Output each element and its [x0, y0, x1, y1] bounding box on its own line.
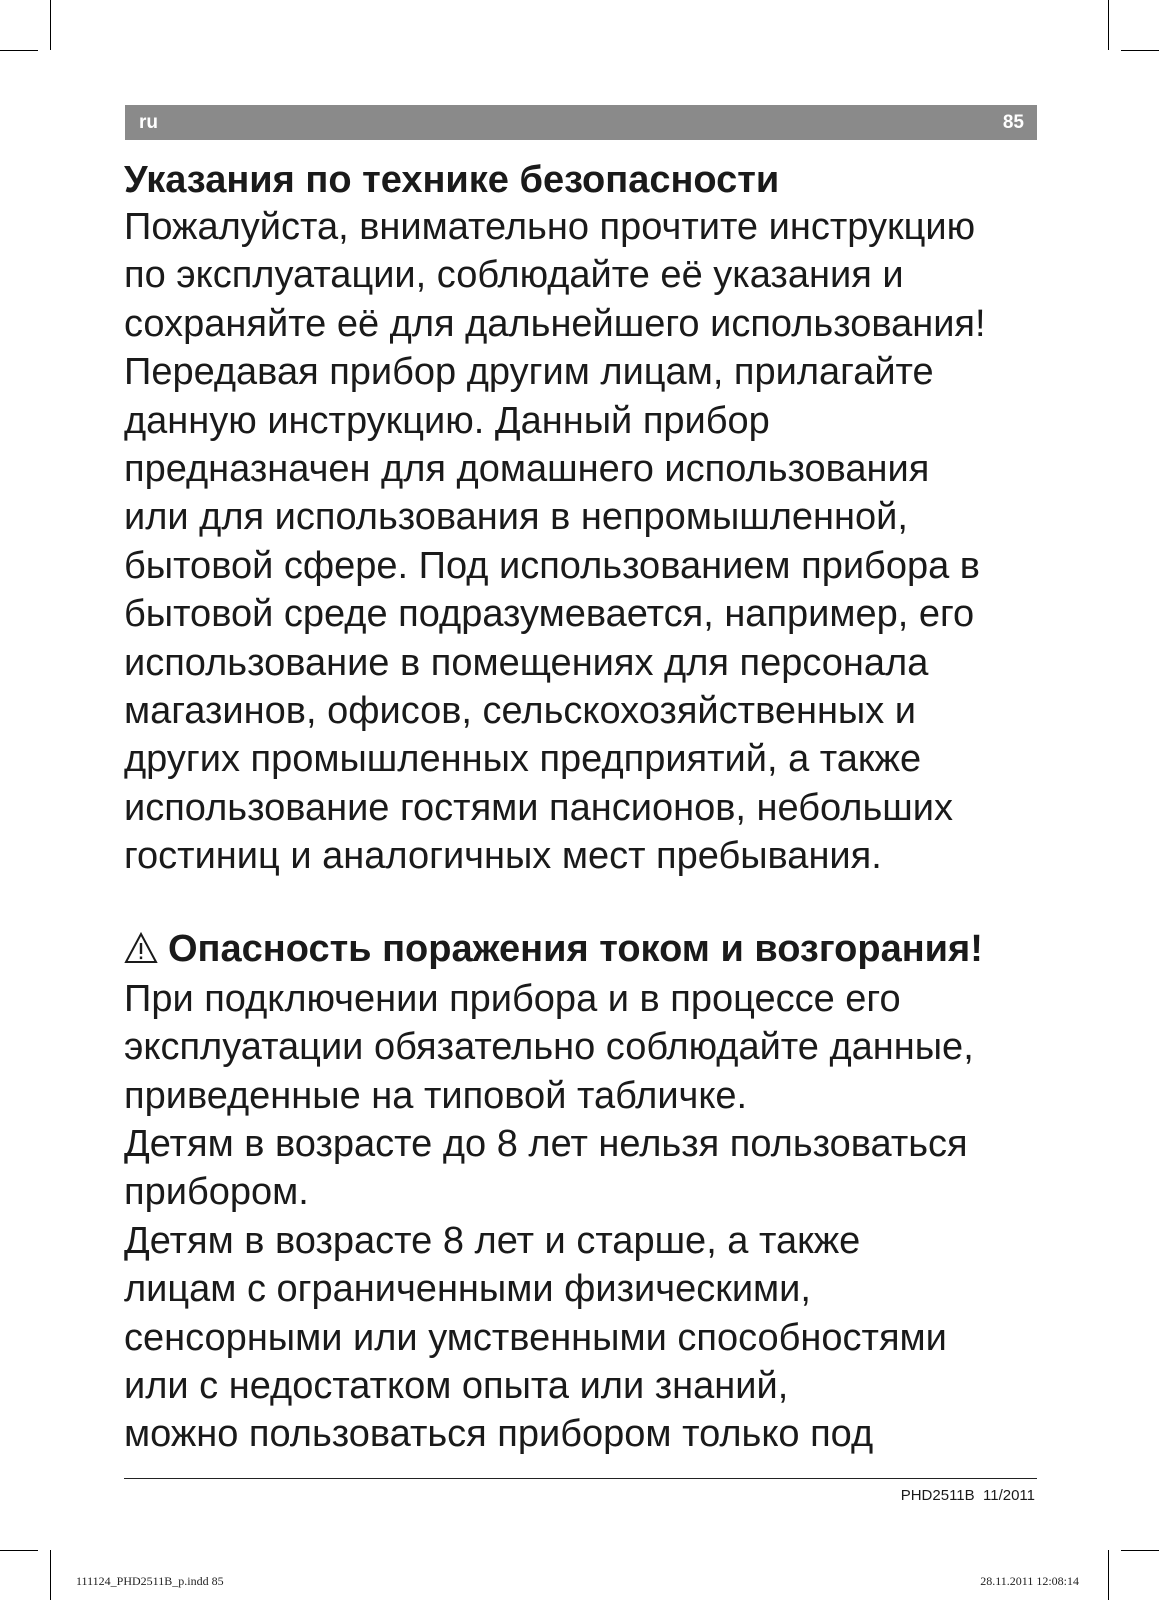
text-line: можно пользоваться прибором только под: [124, 1413, 874, 1456]
footer-divider: [124, 1478, 1037, 1479]
text-line: При подключении прибора и в процессе его: [124, 977, 901, 1020]
section-body: [124, 203, 1044, 881]
text-line: лицам с ограниченными физическими,: [124, 1268, 811, 1311]
text-line: Пожалуйста, внимательно прочтите инструкцию: [124, 206, 976, 248]
section-title: Указания по технике безопасности: [124, 159, 780, 201]
text-line: использование в помещениях для персонала: [124, 641, 929, 684]
text-line: данную инструкцию. Данный прибор: [124, 399, 770, 442]
text-line: магазинов, офисов, сельскохозяйственных и: [124, 690, 917, 733]
model-number: PHD2511B: [900, 1487, 975, 1504]
crop-mark: [1108, 1550, 1109, 1600]
warning-triangle-icon: [124, 929, 158, 975]
page-number: 85: [1002, 112, 1024, 133]
text-line: по эксплуатации, соблюдайте её указания и: [124, 254, 904, 297]
warning-title-text: Опасность поражения током и возгорания!: [168, 927, 983, 970]
crop-mark: [0, 50, 38, 51]
crop-mark: [50, 0, 51, 50]
text-line: гостиниц и аналогичных мест пребывания.: [124, 835, 882, 878]
text-line: приведенные на типовой табличке.: [124, 1074, 748, 1117]
text-line: прибором.: [124, 1171, 309, 1214]
text-line: других промышленных предприятий, а также: [124, 738, 922, 781]
text-line: эксплуатации обязательно соблюдайте данные,: [124, 1026, 974, 1069]
warning-title: [124, 926, 1044, 975]
crop-mark: [50, 1550, 51, 1600]
print-file-slug: 111124_PHD2511B_p.indd 85: [76, 1574, 224, 1588]
warning-section: [124, 926, 1044, 1459]
text-line: Передавая прибор другим лицам, прилагайте: [124, 351, 934, 394]
text-line: использование гостями пансионов, небольших: [124, 786, 953, 829]
text-line: Детям в возрасте до 8 лет нельзя пользоваться: [124, 1122, 968, 1165]
text-line: бытовой сфере. Под использованием прибора в: [124, 544, 980, 587]
crop-mark: [1121, 1550, 1159, 1551]
crop-mark: [1121, 50, 1159, 51]
model-info: [901, 1487, 1035, 1504]
text-line: Детям в возрасте 8 лет и старше, а также: [124, 1219, 861, 1262]
page-content: [124, 157, 1044, 1459]
language-code: ru: [139, 112, 158, 133]
text-line: сохраняйте её для дальнейшего использования!: [124, 302, 986, 345]
crop-mark: [1108, 0, 1109, 50]
page-header-bar: [125, 105, 1037, 140]
warning-body: [124, 975, 1044, 1459]
edition-date: 11/2011: [983, 1487, 1035, 1504]
print-timestamp-slug: 28.11.2011 12:08:14: [980, 1574, 1079, 1588]
text-line: или для использования в непромышленной,: [124, 496, 908, 539]
text-line: сенсорными или умственными способностями: [124, 1316, 947, 1359]
text-line: предназначен для домашнего использования: [124, 448, 930, 491]
text-line: или с недостатком опыта или знаний,: [124, 1364, 789, 1407]
text-line: бытовой среде подразумевается, например, его: [124, 593, 975, 636]
crop-mark: [0, 1550, 38, 1551]
